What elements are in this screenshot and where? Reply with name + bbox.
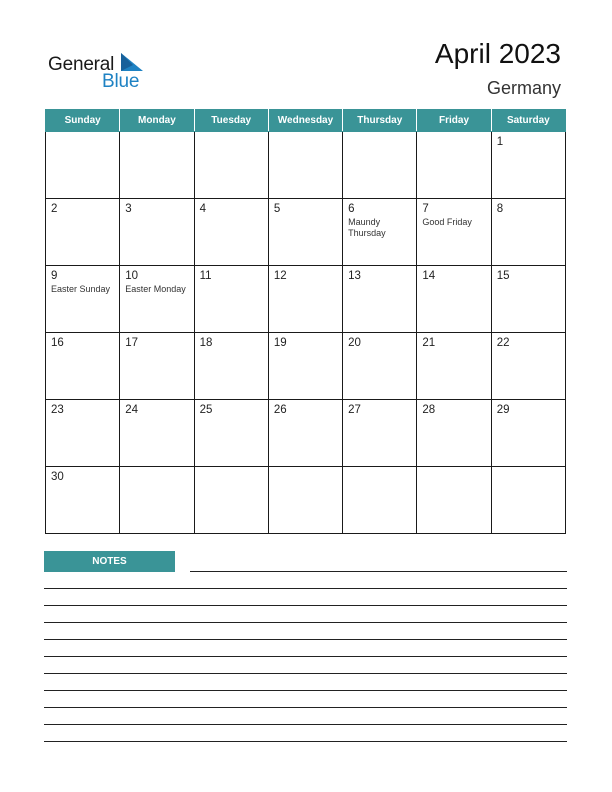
- day-cell: [343, 333, 417, 400]
- day-number: 17: [125, 337, 139, 349]
- note-line: [44, 605, 567, 606]
- day-number: 30: [51, 471, 64, 483]
- notes-label: NOTES: [44, 551, 175, 572]
- logo-text-general: General: [48, 54, 115, 75]
- day-cell: [120, 467, 194, 534]
- brand-logo: [48, 52, 158, 92]
- day-cell: [343, 266, 417, 333]
- day-cell: [417, 467, 491, 534]
- day-cell: [268, 132, 342, 199]
- day-cell: [46, 333, 120, 400]
- page-title: April 2023: [434, 38, 561, 69]
- day-number: 7: [422, 203, 429, 215]
- day-cell: [491, 333, 565, 400]
- day-number: 4: [199, 203, 206, 215]
- day-cell: [491, 467, 565, 534]
- note-line: [44, 724, 567, 725]
- day-number: 10: [125, 270, 139, 282]
- day-number: 1: [496, 136, 504, 148]
- day-number: 23: [51, 404, 64, 416]
- note-line: [44, 673, 567, 674]
- day-cell: [46, 266, 120, 333]
- day-number: 14: [422, 270, 436, 282]
- weekday-header-row: [46, 109, 566, 132]
- note-line: [44, 639, 567, 640]
- logo-triangle-icon: [121, 53, 143, 71]
- day-cell: [417, 333, 491, 400]
- day-cell: [343, 132, 417, 199]
- day-number: 9: [51, 270, 58, 282]
- day-number: 12: [273, 270, 287, 282]
- day-cell: [120, 199, 194, 266]
- day-cell: [194, 333, 268, 400]
- note-line: [44, 656, 567, 657]
- day-cell: [268, 266, 342, 333]
- day-number: 24: [125, 404, 139, 416]
- day-cell: [417, 199, 491, 266]
- day-cell: [268, 199, 342, 266]
- day-number: 3: [125, 203, 132, 215]
- week-row: [46, 467, 566, 534]
- day-number: 28: [422, 404, 436, 416]
- calendar-grid: [45, 109, 566, 534]
- holiday-label: Good Friday: [422, 217, 472, 227]
- day-number: 26: [273, 404, 287, 416]
- day-cell: [120, 333, 194, 400]
- day-cell: [491, 266, 565, 333]
- day-number: 8: [496, 203, 504, 215]
- week-row: [46, 199, 566, 266]
- day-cell: [194, 467, 268, 534]
- day-cell: [120, 132, 194, 199]
- day-cell: [491, 132, 565, 199]
- holiday-label: Easter Sunday: [51, 284, 111, 294]
- day-cell: [343, 400, 417, 467]
- day-cell: [417, 400, 491, 467]
- day-number: 2: [51, 203, 58, 215]
- day-number: 22: [496, 337, 510, 349]
- day-number: 5: [273, 203, 281, 215]
- day-cell: [268, 333, 342, 400]
- country-name: Germany: [486, 78, 561, 98]
- day-number: 18: [199, 337, 213, 349]
- day-number: 19: [273, 337, 287, 349]
- note-line: [44, 690, 567, 691]
- weekday-header: Sunday: [46, 109, 120, 132]
- weekday-header: Thursday: [343, 109, 417, 132]
- day-cell: [268, 400, 342, 467]
- holiday-label: Maundy Thursday: [348, 217, 386, 238]
- note-line: [44, 707, 567, 708]
- day-cell: [194, 400, 268, 467]
- week-row: [46, 333, 566, 400]
- note-line: [190, 571, 567, 572]
- day-cell: [343, 467, 417, 534]
- note-line: [44, 588, 567, 589]
- week-row: [46, 400, 566, 467]
- day-cell: [194, 199, 268, 266]
- note-line: [44, 741, 567, 742]
- day-cell: [491, 199, 565, 266]
- day-cell: [194, 132, 268, 199]
- day-number: 6: [348, 203, 355, 215]
- day-number: 25: [199, 404, 213, 416]
- day-number: 20: [348, 337, 361, 349]
- day-number: 27: [348, 404, 361, 416]
- note-line: [44, 622, 567, 623]
- day-number: 21: [422, 337, 436, 349]
- day-cell: [194, 266, 268, 333]
- day-cell: [46, 467, 120, 534]
- day-cell: [46, 132, 120, 199]
- day-cell: [343, 199, 417, 266]
- week-row: [46, 132, 566, 199]
- day-cell: [46, 400, 120, 467]
- logo-text-blue: Blue: [102, 71, 140, 92]
- weekday-header: Monday: [120, 109, 194, 132]
- holiday-label: Easter Monday: [125, 284, 186, 294]
- day-number: 11: [199, 270, 212, 282]
- day-number: 16: [51, 337, 64, 349]
- day-cell: [46, 199, 120, 266]
- day-cell: [417, 132, 491, 199]
- weekday-header: Saturday: [491, 109, 565, 132]
- week-row: [46, 266, 566, 333]
- day-cell: [120, 400, 194, 467]
- weekday-header: Wednesday: [268, 109, 342, 132]
- day-cell: [417, 266, 491, 333]
- weekday-header: Friday: [417, 109, 491, 132]
- day-cell: [268, 467, 342, 534]
- day-cell: [491, 400, 565, 467]
- day-number: 13: [348, 270, 361, 282]
- day-number: 29: [496, 404, 510, 416]
- day-cell: [120, 266, 194, 333]
- weekday-header: Tuesday: [194, 109, 268, 132]
- day-number: 15: [496, 270, 510, 282]
